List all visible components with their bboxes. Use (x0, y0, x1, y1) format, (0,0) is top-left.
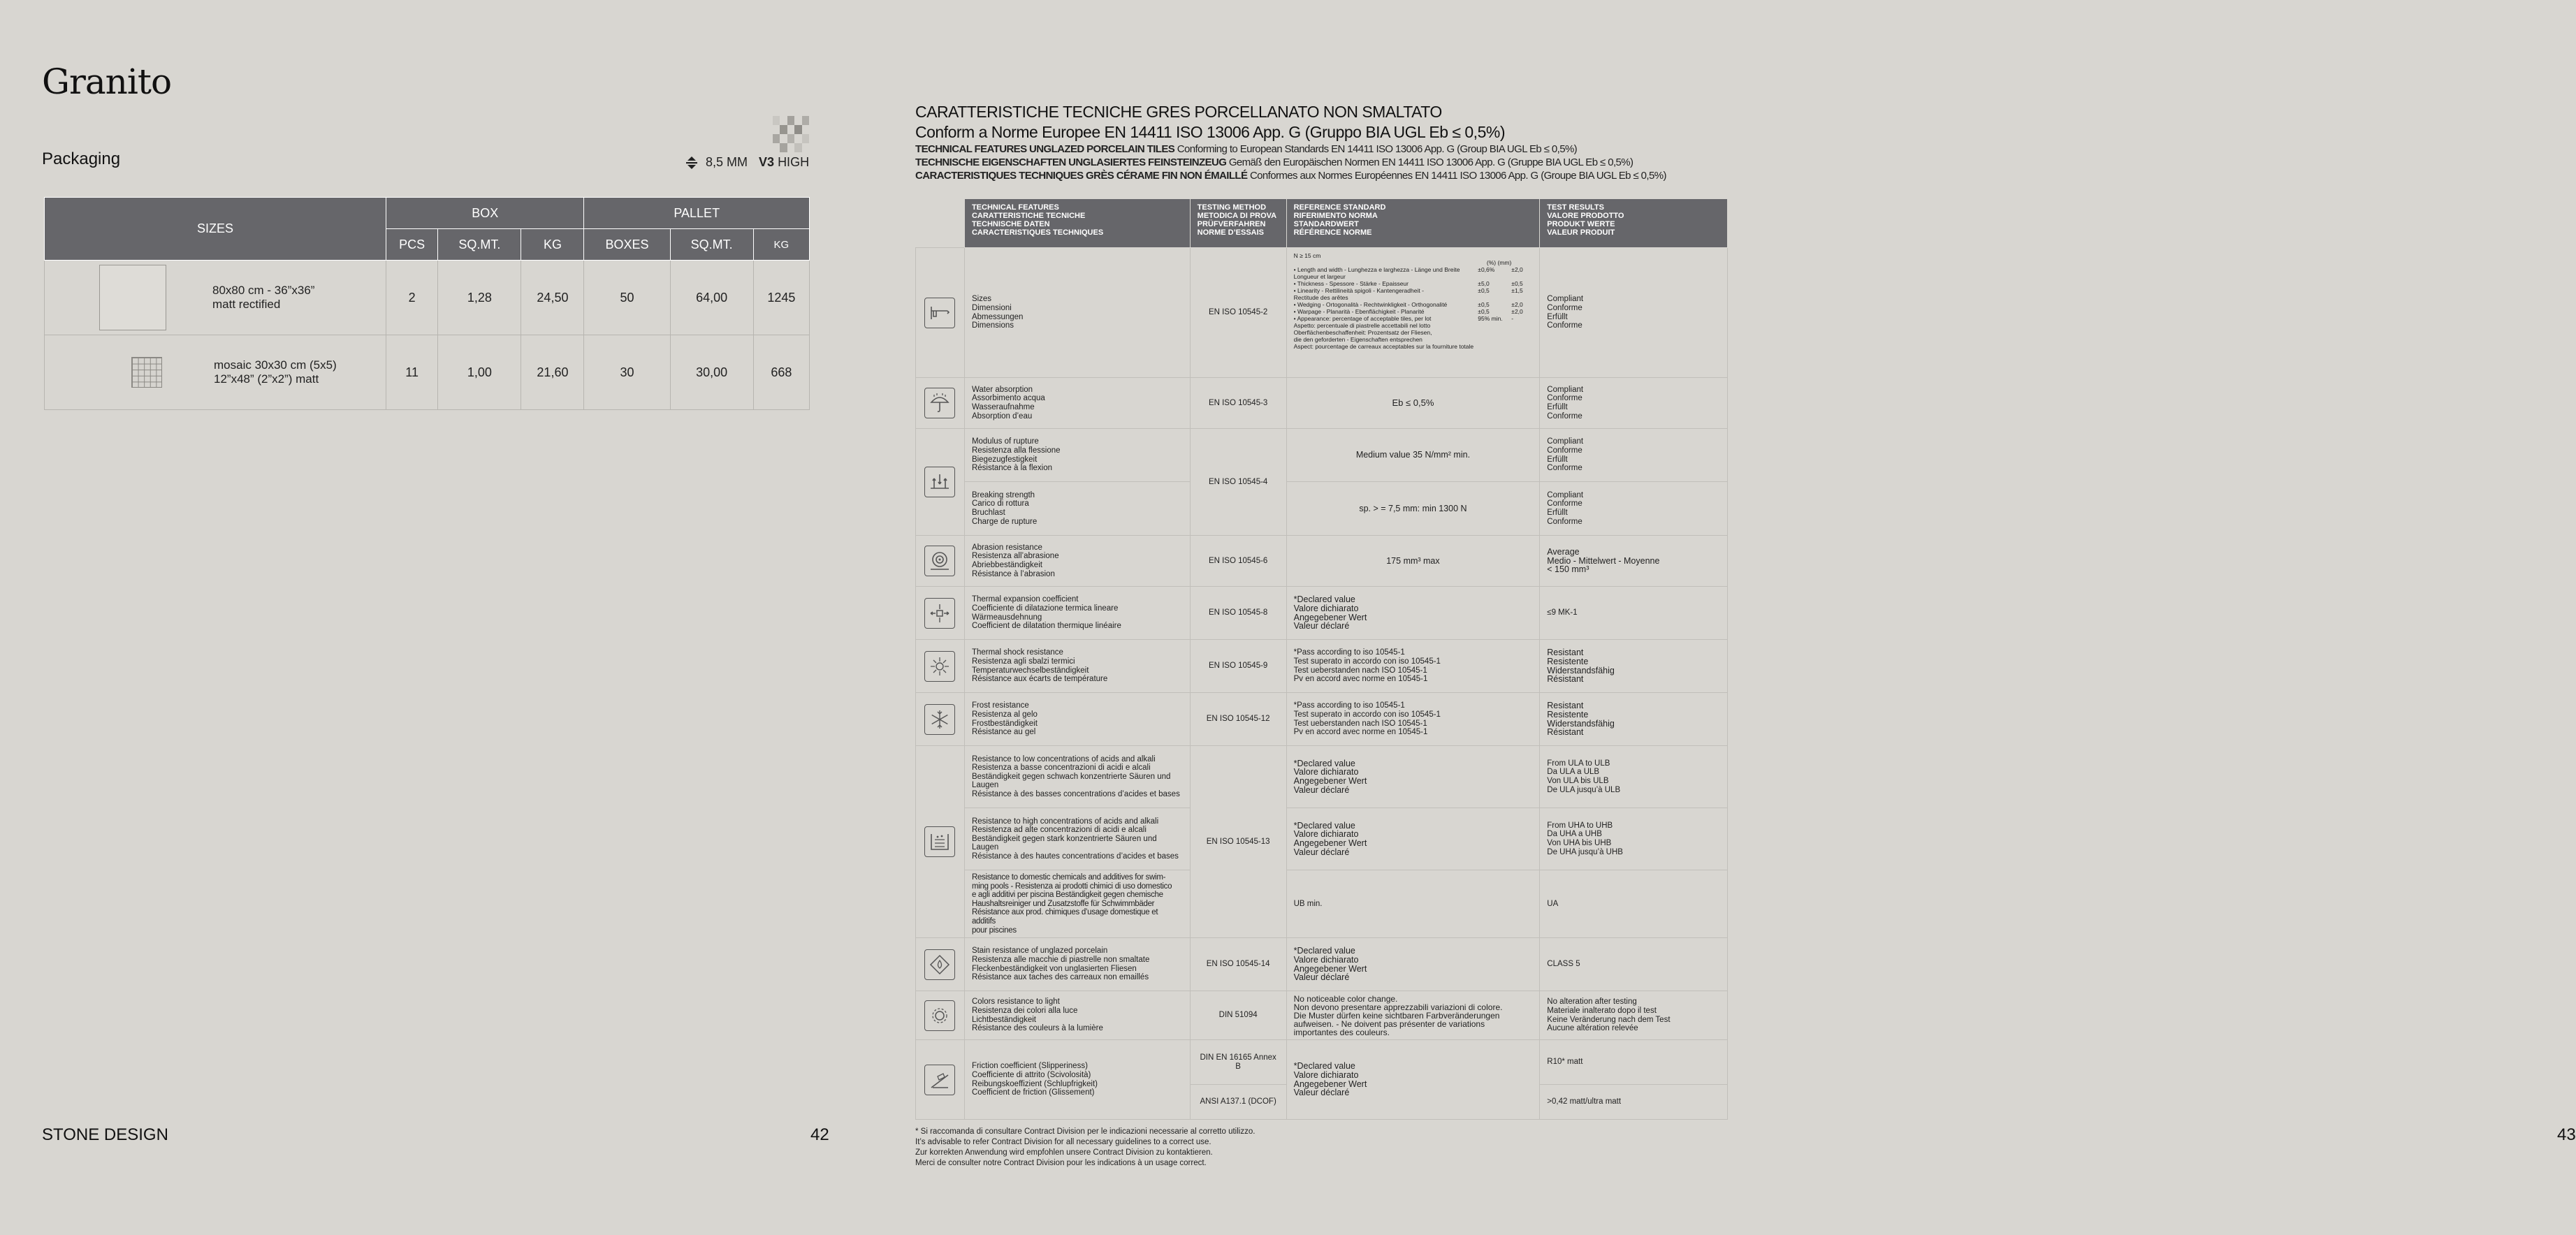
swatch-cell (787, 134, 794, 143)
reference-chem-high: *Declared value Valore dichiarato Angegebener Wert Valeur déclaré (1286, 808, 1540, 870)
swatch-cell (773, 143, 780, 152)
chemical-resistance-icon (924, 826, 955, 857)
subheading-de: TECHNISCHE EIGENSCHAFTEN UNGLASIERTES FEINSTEINZEUG Gemäß den Europäischen Normen EN 14411 ISO 13006 App. G (Gruppe BIA UGL Eb ≤ 0,5%) (915, 156, 1633, 168)
tolerance-mm: ±1,5 (1511, 287, 1523, 294)
swatch-cell (794, 143, 801, 152)
left-page (0, 0, 873, 1235)
tolerance-pct: 95% min. (1478, 315, 1503, 322)
boxes-value: 30 (584, 335, 670, 410)
size-finish: matt rectified (212, 298, 281, 311)
swatch-cell (802, 125, 809, 134)
page-number-right: 43 (2557, 1125, 2576, 1144)
swatch-cell (794, 125, 801, 134)
feature-friction: Friction coefficient (Slipperiness) Coefficiente di attrito (Scivolosità) Reibungskoeffizient (Schlupfrigkeit) Coefficient de friction (Glissement) (964, 1040, 1190, 1120)
tolerance-pct: ±5,0 (1478, 280, 1490, 287)
method-stain: EN ISO 10545-14 (1190, 938, 1286, 991)
result-sizes: Compliant Conforme Erfüllt Conforme (1540, 248, 1728, 378)
swatch-cell (773, 116, 780, 125)
method-modulus: EN ISO 10545-4 (1190, 429, 1286, 536)
swatch-cell (773, 125, 780, 134)
swatch-cell (780, 134, 787, 143)
col-box-sqm: SQ.MT. (438, 229, 521, 261)
box-sqm-value: 1,00 (438, 335, 521, 410)
section-title: Packaging (42, 149, 121, 168)
method-abrasion: EN ISO 10545-6 (1190, 536, 1286, 587)
reference-breaking: sp. > = 7,5 mm: min 1300 N (1286, 482, 1540, 536)
tolerance-line (1294, 280, 1533, 287)
pallet-header: PALLET (584, 198, 810, 229)
snowflake-icon (924, 704, 955, 735)
tolerance-pct: ±0,6% (1478, 266, 1495, 273)
col-pallet-sqm: SQ.MT. (670, 229, 753, 261)
tech-heading (915, 102, 1666, 182)
tolerance-line (1294, 315, 1533, 350)
thickness-value: 8,5 MM (706, 155, 748, 169)
swatch-cell (794, 134, 801, 143)
sizes-ref-head: N ≥ 15 cm (1293, 252, 1321, 259)
tolerance-text: • Length and width - Lunghezza e larghezza - Länge und Breite Longueur et largeur (1293, 266, 1460, 280)
reference-frost: *Pass according to iso 10545-1 Test superato in accordo con iso 10545-1 Test ueberstanden nach ISO 10545-1 Pv en accord avec norme en 10545-1 (1286, 693, 1540, 746)
heading-line2: Conform a Norme Europee EN 14411 ISO 13006 App. G (Gruppo BIA UGL Eb ≤ 0,5%) (915, 123, 1505, 141)
result-friction-ansi: >0,42 matt/ultra matt (1540, 1085, 1728, 1120)
reference-colors: No noticeable color change. Non devono presentare apprezzabili variazioni di colore. Die Muster dürfen keine sichtbaren Farbveränderungen aufweisen. - Ne doivent pas présenter de variations importantes des couleurs. (1286, 991, 1540, 1040)
box-kg-value: 24,50 (521, 261, 584, 335)
stain-icon (924, 949, 955, 980)
col-pcs: PCS (386, 229, 438, 261)
method-friction-ansi: ANSI A137.1 (DCOF) (1190, 1085, 1286, 1120)
swatch-cell (780, 143, 787, 152)
size-name: mosaic 30x30 cm (5x5) (214, 358, 337, 372)
flexion-icon (924, 467, 955, 497)
result-thermal-shock: Resistant Resistente Widerstandsfähig Résistant (1540, 640, 1728, 693)
reference-modulus: Medium value 35 N/mm² min. (1286, 429, 1540, 482)
swatch-cell (787, 143, 794, 152)
swatch-cell (802, 143, 809, 152)
swatch-cell (780, 116, 787, 125)
table-row (916, 693, 1728, 746)
method-colors: DIN 51094 (1190, 991, 1286, 1040)
subheading-fr: CARACTERISTIQUES TECHNIQUES GRÈS CÉRAME FIN NON ÉMAILLÉ Conformes aux Normes Européennes EN 14411 ISO 13006 App. G (Groupe BIA UGL Eb ≤ 0,5%) (915, 170, 1666, 182)
tolerance-pct: ±0,5 (1478, 308, 1490, 315)
tolerance-line (1294, 287, 1533, 301)
reference-sizes (1286, 248, 1540, 378)
tolerance-mm: - (1511, 315, 1514, 322)
col-method: TESTING METHOD METODICA DI PROVA PRÜFVERFAHREN NORME D’ESSAIS (1190, 199, 1286, 248)
pallet-kg-value: 668 (753, 335, 809, 410)
thickness-icon (685, 156, 699, 170)
thermal-expansion-icon (924, 598, 955, 629)
tolerance-pct: ±0,5 (1478, 301, 1490, 308)
swatch-cell (787, 125, 794, 134)
reference-friction: *Declared value Valore dichiarato Angegebener Wert Valeur déclaré (1286, 1040, 1540, 1120)
tolerance-mm: ±2,0 (1511, 301, 1523, 308)
method-thermal-shock: EN ISO 10545-9 (1190, 640, 1286, 693)
reference-thermal-shock: *Pass according to iso 10545-1 Test superato in accordo con iso 10545-1 Test ueberstanden nach ISO 10545-1 Pv en accord avec norme en 10545-1 (1286, 640, 1540, 693)
size-finish: 12”x48” (2”x2”) matt (214, 372, 319, 386)
tile-80x80-thumbnail (99, 265, 166, 330)
pallet-kg-value: 1245 (753, 261, 809, 335)
swatch-cell (802, 116, 809, 125)
table-row (916, 991, 1728, 1040)
result-abrasion: Average Medio - Mittelwert - Moyenne < 150 mm³ (1540, 536, 1728, 587)
reference-chem-domestic: UB min. (1286, 870, 1540, 938)
method-thermal-expansion: EN ISO 10545-8 (1190, 587, 1286, 640)
tolerance-mm: ±2,0 (1511, 308, 1523, 315)
feature-sizes: Sizes Dimensioni Abmessungen Dimensions (964, 248, 1190, 378)
swatch-cell (773, 134, 780, 143)
method-chemicals: EN ISO 10545-13 (1190, 746, 1286, 938)
result-chem-domestic: UA (1540, 870, 1728, 938)
table-row (916, 938, 1728, 991)
thickness-info (685, 155, 809, 170)
method-water: EN ISO 10545-3 (1190, 378, 1286, 429)
product-title: Granito (42, 61, 172, 102)
feature-water: Water absorption Assorbimento acqua Wasseraufnahme Absorption d’eau (964, 378, 1190, 429)
table-row (916, 808, 1728, 870)
method-sizes: EN ISO 10545-2 (1190, 248, 1286, 378)
tolerance-mm: ±2,0 (1511, 266, 1523, 273)
result-modulus: Compliant Conforme Erfüllt Conforme (1540, 429, 1728, 482)
sizes-header: SIZES (45, 198, 386, 261)
result-stain: CLASS 5 (1540, 938, 1728, 991)
sizes-ref-lines (1294, 266, 1533, 350)
result-chem-high: From UHA to UHB Da UHA a UHB Von UHA bis UHB De UHA jusqu’à UHB (1540, 808, 1728, 870)
reference-water: Eb ≤ 0,5% (1286, 378, 1540, 429)
size-name: 80x80 cm - 36”x36” (212, 284, 315, 297)
abrasion-icon (924, 546, 955, 576)
table-row (916, 587, 1728, 640)
col-boxes: BOXES (584, 229, 670, 261)
feature-chem-domestic: Resistance to domestic chemicals and additives for swim- ming pools - Resistenza ai prodotti chimici di uso domestico e agli additivi per piscina Beständigkeit gegen chemische Haushaltsreiniger und Zusatzstoffe für Schwimmbäder Résistance aux prod. chimiques d’usage domestique et additifs pour piscines (964, 870, 1190, 938)
feature-abrasion: Abrasion resistance Resistenza all’abrasione Abriebbeständigkeit Résistance à l’abrasion (964, 536, 1190, 587)
result-water: Compliant Conforme Erfüllt Conforme (1540, 378, 1728, 429)
table-row (916, 482, 1728, 536)
tolerance-line (1294, 266, 1533, 280)
box-sqm-value: 1,28 (438, 261, 521, 335)
result-breaking: Compliant Conforme Erfüllt Conforme (1540, 482, 1728, 536)
subheading-en: TECHNICAL FEATURES UNGLAZED PORCELAIN TILES Conforming to European Standards EN 14411 ISO 13006 App. G (Group BIA UGL Eb ≤ 0,5%) (915, 143, 1578, 155)
footnote: * Si raccomanda di consultare Contract Division per le indicazioni necessarie al corretto utilizzo. It’s advisable to refer Contract Division for all necessary guidelines to a correct use. Zur korrekten Anwendung wird empfohlen unsere Contract Division zu kontaktieren. Merci de consulter notre Contract Division pour les indications à un usage correct. (915, 1127, 1256, 1167)
table-row (916, 640, 1728, 693)
reference-thermal-expansion: *Declared value Valore dichiarato Angegebener Wert Valeur déclaré (1286, 587, 1540, 640)
tolerance-text: • Appearance: percentage of acceptable tiles, per lot Aspetto: percentuale di piastrelle accettabili nel lotto Oberflächenbeschaffenheit: Prozentsatz der Fliesen, die den geforderten - Eigenschaften entsprechen Aspect: pourcentage de carreaux acceptables sur la fourniture totale (1293, 315, 1474, 350)
feature-chem-high: Resistance to high concentrations of acids and alkali Resistenza ad alte concentrazioni di acidi e alcali Beständigkeit gegen stark konzentrierte Säuren und Laugen Résistance à des hautes concentrations d’acides et bases (964, 808, 1190, 870)
tolerance-line (1294, 308, 1533, 315)
swatch-cell (794, 116, 801, 125)
col-box-kg: KG (521, 229, 584, 261)
result-chem-low: From ULA to ULB Da ULA a ULB Von ULA bis ULB De ULA jusqu’à ULB (1540, 746, 1728, 808)
tolerance-mm: ±0,5 (1511, 280, 1523, 287)
result-colors: No alteration after testing Materiale inalterato dopo il test Keine Veränderung nach dem Test Aucune altération relevée (1540, 991, 1728, 1040)
table-row (916, 248, 1728, 378)
result-frost: Resistant Resistente Widerstandsfähig Résistant (1540, 693, 1728, 746)
feature-colors: Colors resistance to light Resistenza dei colori alla luce Lichtbeständigkeit Résistance des couleurs à la lumière (964, 991, 1190, 1040)
feature-breaking: Breaking strength Carico di rottura Bruchlast Charge de rupture (964, 482, 1190, 536)
feature-frost: Frost resistance Resistenza al gelo Frostbeständigkeit Résistance au gel (964, 693, 1190, 746)
thermal-shock-icon (924, 651, 955, 682)
tolerance-pct: ±0,5 (1478, 287, 1490, 294)
table-row (916, 1040, 1728, 1085)
slip-class: V3 (759, 155, 775, 169)
tolerance-text: • Warpage - Planarità - Ebenflächigkeit - Planarité (1293, 308, 1425, 315)
col-reference: REFERENCE STANDARD RIFERIMENTO NORMA STANDARDWERT RÉFÉRENCE NORME (1286, 199, 1540, 248)
swatch-cell (802, 134, 809, 143)
col-pallet-kg: KG (753, 229, 809, 261)
table-row (916, 870, 1728, 938)
pcs-value: 11 (386, 335, 438, 410)
swatch-cell (787, 116, 794, 125)
sizes-ref-cols: (%) (mm) (1486, 259, 1512, 266)
col-features: TECHNICAL FEATURES CARATTERISTICHE TECNICHE TECHNISCHE DATEN CARACTERISTIQUES TECHNIQUES (964, 199, 1190, 248)
tolerance-text: • Wedging - Ortogonalità - Rechtwinkligkeit - Orthogonalité (1293, 301, 1448, 308)
table-row (45, 261, 810, 335)
footer-brand: STONE DESIGN (42, 1125, 168, 1144)
result-thermal-expansion: ≤9 MK-1 (1540, 587, 1728, 640)
method-frost: EN ISO 10545-12 (1190, 693, 1286, 746)
table-row (45, 335, 810, 410)
tolerance-text: • Thickness - Spessore - Stärke - Epaisseur (1293, 280, 1409, 287)
color-swatch (773, 116, 809, 152)
reference-abrasion: 175 mm³ max (1286, 536, 1540, 587)
table-row (916, 536, 1728, 587)
caliper-icon (924, 298, 955, 328)
table-row (916, 429, 1728, 482)
umbrella-icon (924, 388, 955, 418)
feature-thermal-shock: Thermal shock resistance Resistenza agli sbalzi termici Temperaturwechselbeständigkeit Résistance aux écarts de température (964, 640, 1190, 693)
packaging-table (44, 197, 810, 410)
slip-label: HIGH (778, 155, 810, 169)
table-row (916, 746, 1728, 808)
pallet-sqm-value: 64,00 (670, 261, 753, 335)
method-friction-din: DIN EN 16165 Annex B (1190, 1040, 1286, 1085)
tolerance-line (1294, 301, 1533, 308)
sun-icon (924, 1000, 955, 1031)
right-page (873, 0, 2576, 1235)
reference-chem-low: *Declared value Valore dichiarato Angegebener Wert Valeur déclaré (1286, 746, 1540, 808)
result-friction-din: R10* matt (1540, 1040, 1728, 1085)
feature-chem-low: Resistance to low concentrations of acids and alkali Resistenza a basse concentrazioni di acidi e alcali Beständigkeit gegen schwach konzentrierte Säuren und Laugen Résistance à des basses concentrations d’acides et bases (964, 746, 1190, 808)
slipperiness-icon (924, 1065, 955, 1095)
heading-line1: CARATTERISTICHE TECNICHE GRES PORCELLANATO NON SMALTATO (915, 103, 1442, 121)
boxes-value: 50 (584, 261, 670, 335)
table-row (916, 378, 1728, 429)
box-header: BOX (386, 198, 584, 229)
feature-stain: Stain resistance of unglazed porcelain Resistenza alle macchie di piastrelle non smaltate Fleckenbeständigkeit von unglasierten Fliesen Résistance aux taches des carreaux non emaillés (964, 938, 1190, 991)
pcs-value: 2 (386, 261, 438, 335)
pallet-sqm-value: 30,00 (670, 335, 753, 410)
mosaic-thumbnail (131, 357, 162, 388)
feature-thermal-expansion: Thermal expansion coefficient Coefficiente di dilatazione termica lineare Wärmeausdehnung Coefficient de dilatation thermique linéaire (964, 587, 1190, 640)
reference-stain: *Declared value Valore dichiarato Angegebener Wert Valeur déclaré (1286, 938, 1540, 991)
col-results: TEST RESULTS VALORE PRODOTTO PRODUKT WERTE VALEUR PRODUIT (1540, 199, 1728, 248)
page-number-left: 42 (810, 1125, 829, 1144)
tolerance-text: • Linearity - Rettilineità spigoli - Kantengeradheit - Rectitude des arêtes (1293, 287, 1424, 301)
technical-table (915, 198, 1728, 1120)
feature-modulus: Modulus of rupture Resistenza alla flessione Biegezugfestigkeit Résistance à la flexion (964, 429, 1190, 482)
box-kg-value: 21,60 (521, 335, 584, 410)
swatch-cell (780, 125, 787, 134)
